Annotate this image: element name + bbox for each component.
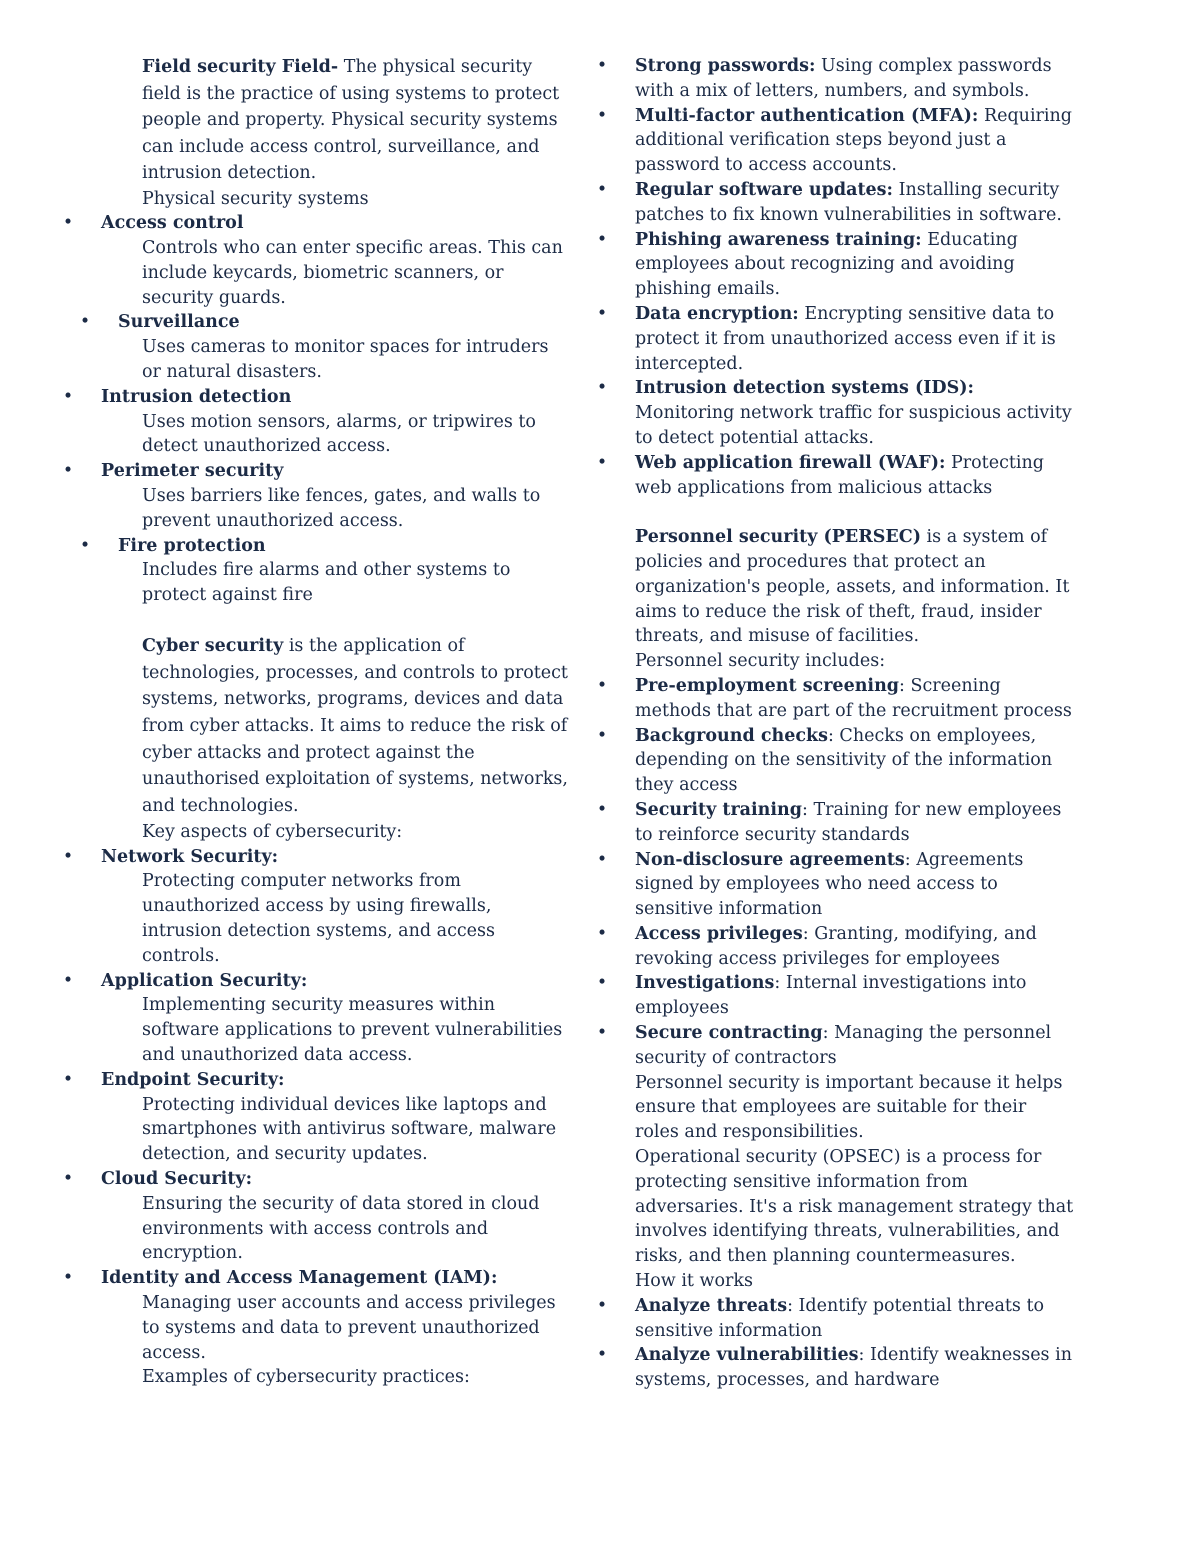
list-item	[60, 845, 570, 870]
item-text: : Granting, modifying, and revoking access privileges for employees	[635, 923, 1037, 969]
bullet-icon: •	[62, 386, 74, 407]
bullet-icon: •	[79, 535, 91, 556]
opsec-intro: Operational security (OPSEC) is a process for protecting sensitive information from adversaries. It's a risk management strategy that involves identifying threats, vulnerabilities, and risks, and then planning countermeasures.	[635, 1147, 1074, 1267]
cyber-examples-label: Examples of cybersecurity practices:	[142, 1367, 470, 1388]
right-column	[594, 54, 1074, 1393]
item-title: Strong passwords:	[635, 56, 816, 76]
list-item	[60, 969, 570, 994]
bullet-icon: •	[596, 973, 608, 994]
bullet-icon: •	[596, 1345, 608, 1366]
item-text: : Checks on employees, depending on the sensitivity of the information they access	[635, 725, 1053, 796]
item-text: : Internal investigations into employees	[635, 973, 1027, 1019]
item-text: : Training for new employees to reinforce security standards	[635, 799, 1062, 845]
list-item	[60, 1167, 570, 1192]
item-desc: Implementing security measures within software applications to prevent vulnerabilities and unauthorized data access.	[142, 995, 563, 1065]
bullet-icon: •	[596, 725, 608, 746]
bullet-icon: •	[62, 1268, 74, 1289]
cyber-security-text: is the application of technologies, processes, and controls to protect systems, networks, programs, devices and data from cyber attacks. It aims to reduce the risk of cyber attacks and protect against the unauthorised exploitation of systems, networks, and technologies.	[142, 635, 568, 817]
persec-term: Personnel security (PERSEC)	[635, 527, 921, 548]
list-item	[594, 798, 1074, 848]
list-item	[594, 674, 1074, 724]
physical-systems-label: Physical security systems	[142, 188, 369, 209]
bullet-icon: •	[596, 303, 608, 324]
item-title: Secure contracting	[635, 1023, 823, 1044]
item-text: Using complex passwords with a mix of letters, numbers, and symbols.	[635, 56, 1052, 101]
item-desc: Includes fire alarms and other systems to protect against fire	[142, 560, 511, 606]
list-item	[594, 178, 1074, 228]
item-title: Surveillance	[118, 312, 240, 333]
list-item	[594, 922, 1074, 972]
item-title: Application Security:	[101, 970, 308, 991]
item-title: Cloud Security:	[101, 1168, 253, 1189]
item-title: Fire protection	[118, 535, 266, 556]
item-title: Access privileges	[635, 923, 803, 944]
item-title: Analyze threats	[635, 1295, 788, 1316]
bullet-icon: •	[596, 849, 608, 870]
item-title: Analyze vulnerabilities	[635, 1345, 859, 1366]
list-item	[60, 385, 570, 410]
item-title: Pre-employment screening	[635, 675, 900, 696]
list-item	[60, 1068, 570, 1093]
item-title: Regular software updates:	[635, 179, 893, 200]
item-title: Multi-factor authentication (MFA):	[635, 105, 979, 126]
item-title: Perimeter security	[101, 461, 284, 482]
item-desc: Protecting individual devices like laptops and smartphones with antivirus software, malware detection, and security updates.	[142, 1094, 557, 1165]
item-title: Access control	[101, 213, 244, 234]
item-text: Protecting web applications from malicious attacks	[635, 452, 1044, 498]
item-title: Data encryption:	[635, 303, 799, 324]
list-item	[60, 459, 570, 484]
item-text: Educating employees about recognizing and avoiding phishing emails.	[635, 229, 1018, 300]
list-item	[594, 376, 1074, 450]
list-item	[594, 1343, 1074, 1393]
bullet-icon: •	[596, 56, 608, 76]
persec-text: is a system of policies and procedures that protect an organization's people, assets, and information. It aims to reduce the risk of theft, fraud, insider threats, and misuse of facilities.	[635, 527, 1070, 647]
bullet-icon: •	[62, 846, 74, 867]
item-text: Monitoring network traffic for suspicious activity to detect potential attacks.	[635, 403, 1072, 448]
item-desc: Controls who can enter specific areas. This can include keycards, biometric scanners, or security guards.	[142, 238, 563, 308]
list-item	[594, 971, 1074, 1021]
item-desc: Protecting computer networks from unauthorized access by using firewalls, intrusion detection systems, and access controls.	[142, 871, 495, 966]
bullet-icon: •	[62, 461, 74, 482]
item-desc: Uses motion sensors, alarms, or tripwires to detect unauthorized access.	[142, 411, 536, 457]
bullet-icon: •	[596, 923, 608, 944]
cyber-security-term: Cyber security	[142, 635, 284, 656]
list-item	[594, 451, 1074, 501]
persec-includes-label: Personnel security includes:	[635, 651, 886, 672]
item-title: Network Security:	[101, 846, 279, 867]
item-desc: Managing user accounts and access privileges to systems and data to prevent unauthorized access.	[142, 1292, 556, 1363]
list-item	[594, 104, 1074, 178]
item-text: : Agreements signed by employees who need access to sensitive information	[635, 849, 1024, 920]
bullet-icon: •	[62, 1069, 74, 1090]
list-item	[594, 228, 1074, 302]
bullet-icon: •	[62, 213, 74, 234]
item-desc: Uses barriers like fences, gates, and walls to prevent unauthorized access.	[142, 486, 541, 531]
bullet-icon: •	[596, 1023, 608, 1044]
physical-security-term: Field security Field-	[142, 57, 339, 77]
bullet-icon: •	[596, 1295, 608, 1316]
bullet-icon: •	[596, 799, 608, 820]
bullet-icon: •	[596, 229, 608, 250]
item-text: Installing security patches to fix known vulnerabilities in software.	[635, 179, 1062, 225]
list-item	[594, 54, 1074, 104]
list-item	[60, 310, 570, 335]
list-item	[594, 1294, 1074, 1344]
item-text: Requiring additional verification steps beyond just a password to access accounts.	[635, 105, 1072, 176]
item-title: Phishing awareness training:	[635, 229, 922, 250]
item-title: Security training	[635, 799, 802, 820]
bullet-icon: •	[62, 970, 74, 991]
item-text: Encrypting sensitive data to protect it from unauthorized access even if it is intercepted.	[635, 303, 1056, 374]
bullet-icon: •	[596, 179, 608, 200]
bullet-icon: •	[596, 675, 608, 696]
bullet-icon: •	[79, 312, 91, 333]
list-item	[60, 534, 570, 559]
persec-intro	[594, 525, 1074, 649]
item-text: : Identify potential threats to sensitive information	[635, 1295, 1045, 1341]
item-title: Intrusion detection systems (IDS):	[635, 378, 974, 399]
bullet-icon: •	[596, 378, 608, 399]
list-item	[594, 848, 1074, 922]
item-title: Non-disclosure agreements	[635, 849, 905, 870]
item-desc: Uses cameras to monitor spaces for intruders or natural disasters.	[142, 337, 549, 383]
item-title: Background checks	[635, 725, 828, 746]
bullet-icon: •	[596, 452, 608, 473]
item-title: Intrusion detection	[101, 386, 292, 407]
list-item	[60, 1266, 570, 1291]
bullet-icon: •	[62, 1168, 74, 1189]
list-item	[594, 724, 1074, 798]
left-column	[60, 54, 570, 1390]
list-item	[594, 302, 1074, 376]
persec-importance: Personnel security is important because it helps ensure that employees are suitable for their roles and responsibilities.	[635, 1072, 1063, 1143]
item-title: Investigations	[635, 973, 775, 994]
item-text: : Managing the personnel security of contractors	[635, 1023, 1052, 1068]
physical-security-intro	[60, 54, 570, 187]
list-item	[60, 211, 570, 236]
opsec-how-label: How it works	[635, 1271, 753, 1292]
item-title: Web application firewall (WAF):	[635, 452, 946, 473]
physical-security-text: The physical security field is the practice of using systems to protect people and property. Physical security systems can include access control, surveillance, and intrusion detection.	[142, 57, 560, 183]
item-title: Endpoint Security:	[101, 1069, 285, 1090]
item-desc: Ensuring the security of data stored in cloud environments with access controls and encryption.	[142, 1193, 540, 1264]
bullet-icon: •	[596, 105, 608, 126]
item-text: : Identify weaknesses in systems, processes, and hardware	[635, 1345, 1072, 1391]
list-item	[594, 1021, 1074, 1071]
item-title: Identity and Access Management (IAM):	[101, 1268, 498, 1289]
cyber-security-intro	[60, 633, 570, 820]
item-text: : Screening methods that are part of the recruitment process	[635, 675, 1072, 721]
cyber-aspects-label: Key aspects of cybersecurity:	[142, 821, 403, 842]
